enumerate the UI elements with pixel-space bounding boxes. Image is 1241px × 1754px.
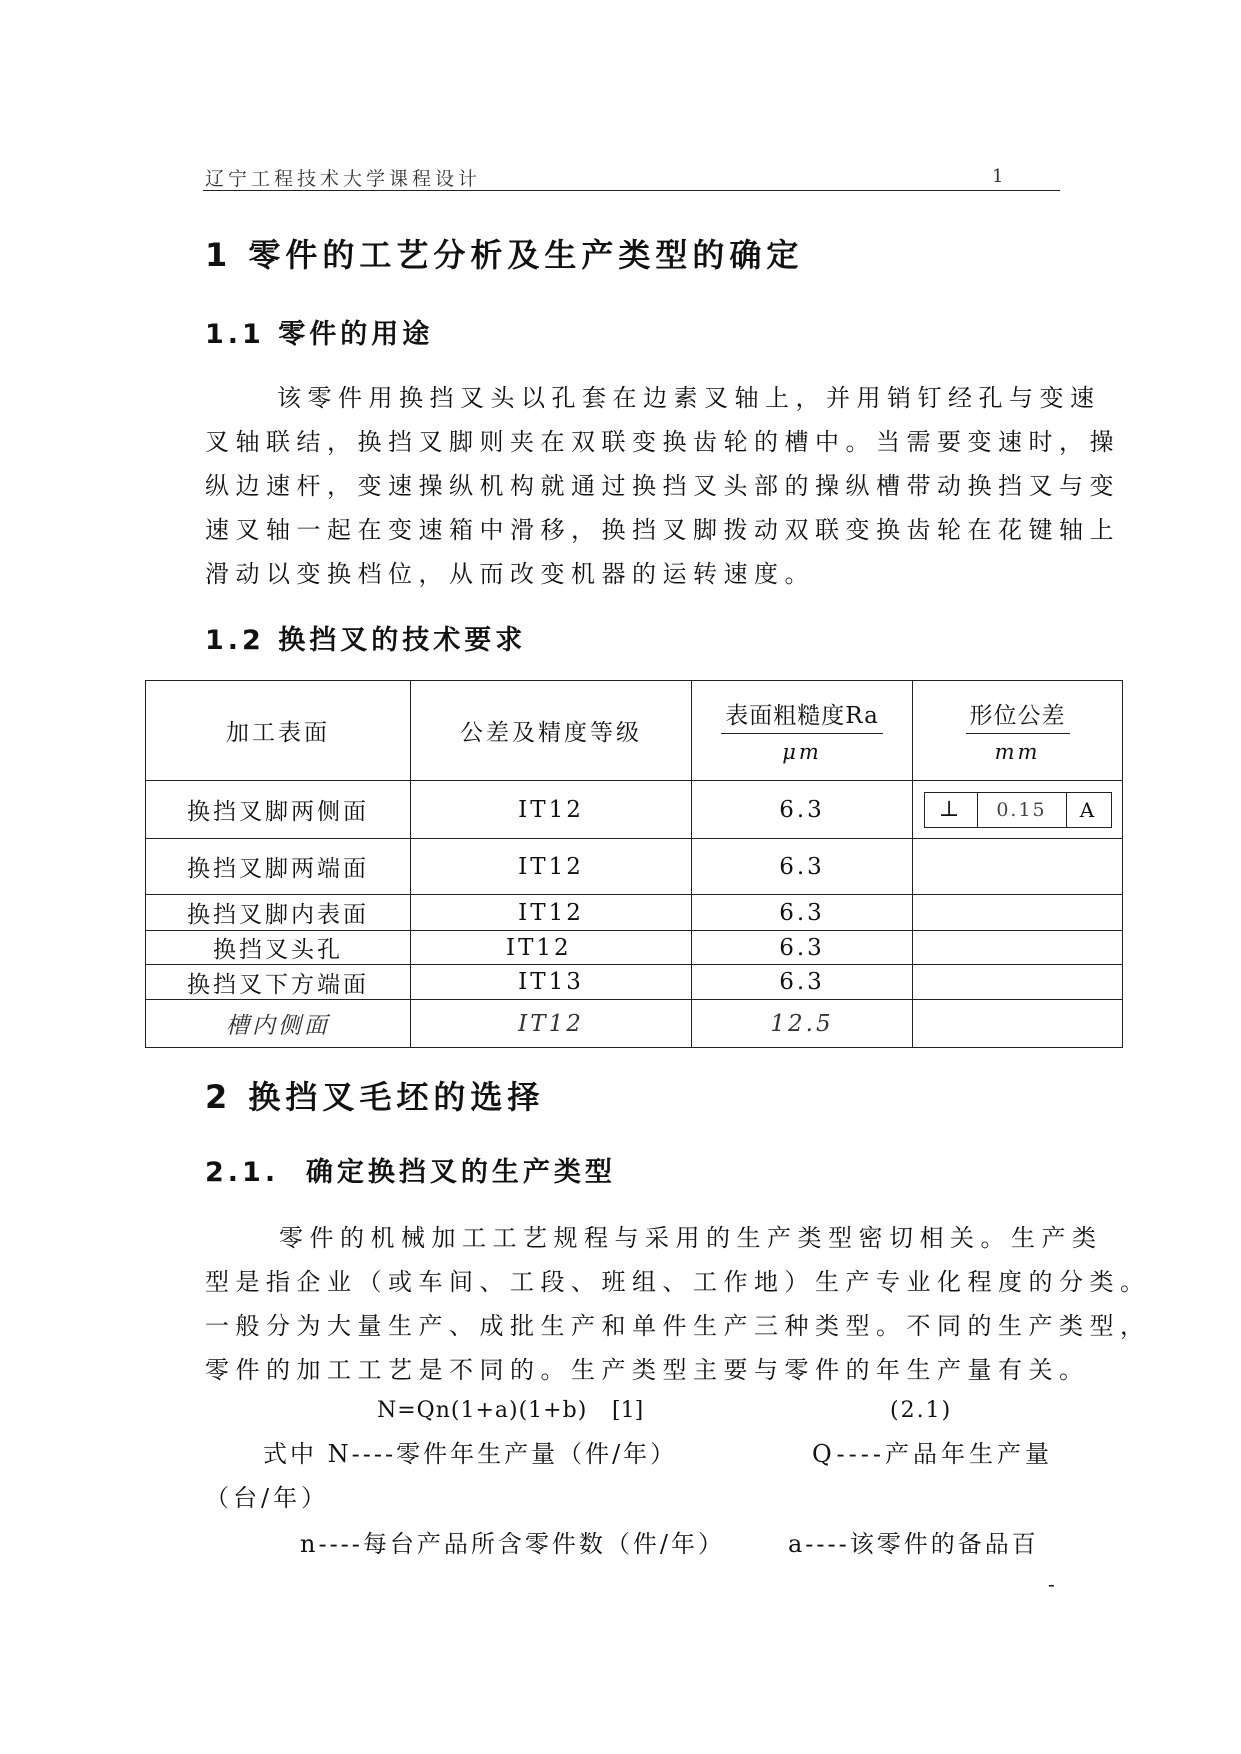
cell-position-tolerance — [913, 965, 1123, 1000]
position-tolerance-unit: mm — [994, 740, 1041, 764]
cell-roughness: 6.3 — [692, 931, 913, 965]
cell-tolerance: IT12 — [411, 895, 692, 931]
cell-roughness: 6.3 — [692, 781, 913, 839]
header-surface: 加工表面 — [146, 681, 411, 781]
cell-position-tolerance — [913, 1000, 1123, 1048]
cell-position-tolerance — [913, 781, 1123, 839]
header-tolerance: 公差及精度等级 — [411, 681, 692, 781]
table-row — [146, 895, 1123, 931]
formula: N=Qn(1+a)(1+b) — [377, 1398, 588, 1423]
text-line: 滑动以变换档位，从而改变机器的运转速度。 — [205, 560, 815, 588]
equation-number: (2.1) — [890, 1398, 953, 1423]
cell-roughness: 6.3 — [692, 965, 913, 1000]
cell-surface: 换挡叉脚两侧面 — [146, 781, 411, 839]
cell-surface: 换挡叉脚两端面 — [146, 839, 411, 895]
cell-roughness: 12.5 — [692, 1000, 913, 1048]
table-row — [146, 781, 1123, 839]
definition-q: Q----产品年生产量 — [812, 1440, 1053, 1468]
section-2-1-heading: 2.1. 确定换挡叉的生产类型 — [205, 1157, 616, 1188]
text-line: 纵边速杆，变速操纵机构就通过换挡叉头部的操纵槽带动换挡叉与变 — [205, 472, 1120, 500]
cell-surface: 槽内侧面 — [146, 1000, 411, 1048]
paragraph-production-type — [205, 1216, 1151, 1392]
cell-position-tolerance — [913, 931, 1123, 965]
definition-n-lower: n----每台产品所含零件数（件/年） — [300, 1530, 725, 1558]
cell-roughness: 6.3 — [692, 895, 913, 931]
table-row — [146, 931, 1123, 965]
roughness-label: 表面粗糙度Ra — [721, 697, 883, 734]
fcf-value: 0.15 — [978, 793, 1067, 827]
section-1-1-heading: 1.1 零件的用途 — [205, 319, 434, 350]
text-line: 一般分为大量生产、成批生产和单件生产三种类型。不同的生产类型， — [205, 1312, 1151, 1340]
cell-tolerance: IT12 — [411, 931, 692, 965]
feature-control-frame — [924, 792, 1112, 828]
table-row — [146, 839, 1123, 895]
text-line: 零件的机械加工工艺规程与采用的生产类型密切相关。生产类 — [279, 1224, 1103, 1252]
section-1-2-heading: 1.2 换挡叉的技术要求 — [205, 625, 527, 656]
roughness-unit: μm — [782, 740, 822, 764]
text-line: 型是指企业（或车间、工段、班组、工作地）生产专业化程度的分类。 — [205, 1268, 1151, 1296]
cell-position-tolerance — [913, 839, 1123, 895]
footer-mark: - — [1048, 1572, 1055, 1596]
header-roughness — [692, 681, 913, 781]
section-1-heading: 1 零件的工艺分析及生产类型的确定 — [205, 236, 804, 274]
position-tolerance-label: 形位公差 — [966, 697, 1070, 734]
paragraph-usage — [205, 376, 1120, 596]
cell-surface: 换挡叉脚内表面 — [146, 895, 411, 931]
cell-surface: 换挡叉头孔 — [146, 931, 411, 965]
definition-a: a----该零件的备品百 — [788, 1530, 1039, 1558]
table-row — [146, 965, 1123, 1000]
text-line: 叉轴联结，换挡叉脚则夹在双联变换齿轮的槽中。当需要变速时，操 — [205, 428, 1120, 456]
cell-tolerance: IT12 — [411, 1000, 692, 1048]
definition-n: 式中 N----零件年生产量（件/年） — [263, 1440, 678, 1468]
text-line: 零件的加工工艺是不同的。生产类型主要与零件的年生产量有关。 — [205, 1356, 1090, 1384]
cell-tolerance: IT12 — [411, 781, 692, 839]
cell-roughness: 6.3 — [692, 839, 913, 895]
tech-requirements-table — [145, 680, 1123, 1048]
header-position-tolerance — [913, 681, 1123, 781]
fcf-datum: A — [1079, 797, 1098, 822]
text-line: 该零件用换挡叉头以孔套在边素叉轴上，并用销钉经孔与变速 — [277, 384, 1101, 412]
table-header-row — [146, 681, 1123, 781]
cell-position-tolerance — [913, 895, 1123, 931]
formula-reference: [1] — [612, 1398, 644, 1423]
cell-surface: 换挡叉下方端面 — [146, 965, 411, 1000]
text-line: 速叉轴一起在变速箱中滑移，换挡叉脚拨动双联变换齿轮在花键轴上 — [205, 516, 1120, 544]
cell-tolerance: IT12 — [411, 839, 692, 895]
section-2-heading: 2 换挡叉毛坯的选择 — [205, 1078, 545, 1116]
header-title: 辽宁工程技术大学课程设计 — [205, 168, 482, 190]
page-number: 1 — [992, 166, 1004, 187]
definition-q-unit: （台/年） — [205, 1484, 330, 1512]
cell-tolerance: IT13 — [411, 965, 692, 1000]
header-divider — [203, 190, 1060, 191]
perpendicularity-icon: ⊥ — [925, 793, 978, 827]
table-row — [146, 1000, 1123, 1048]
